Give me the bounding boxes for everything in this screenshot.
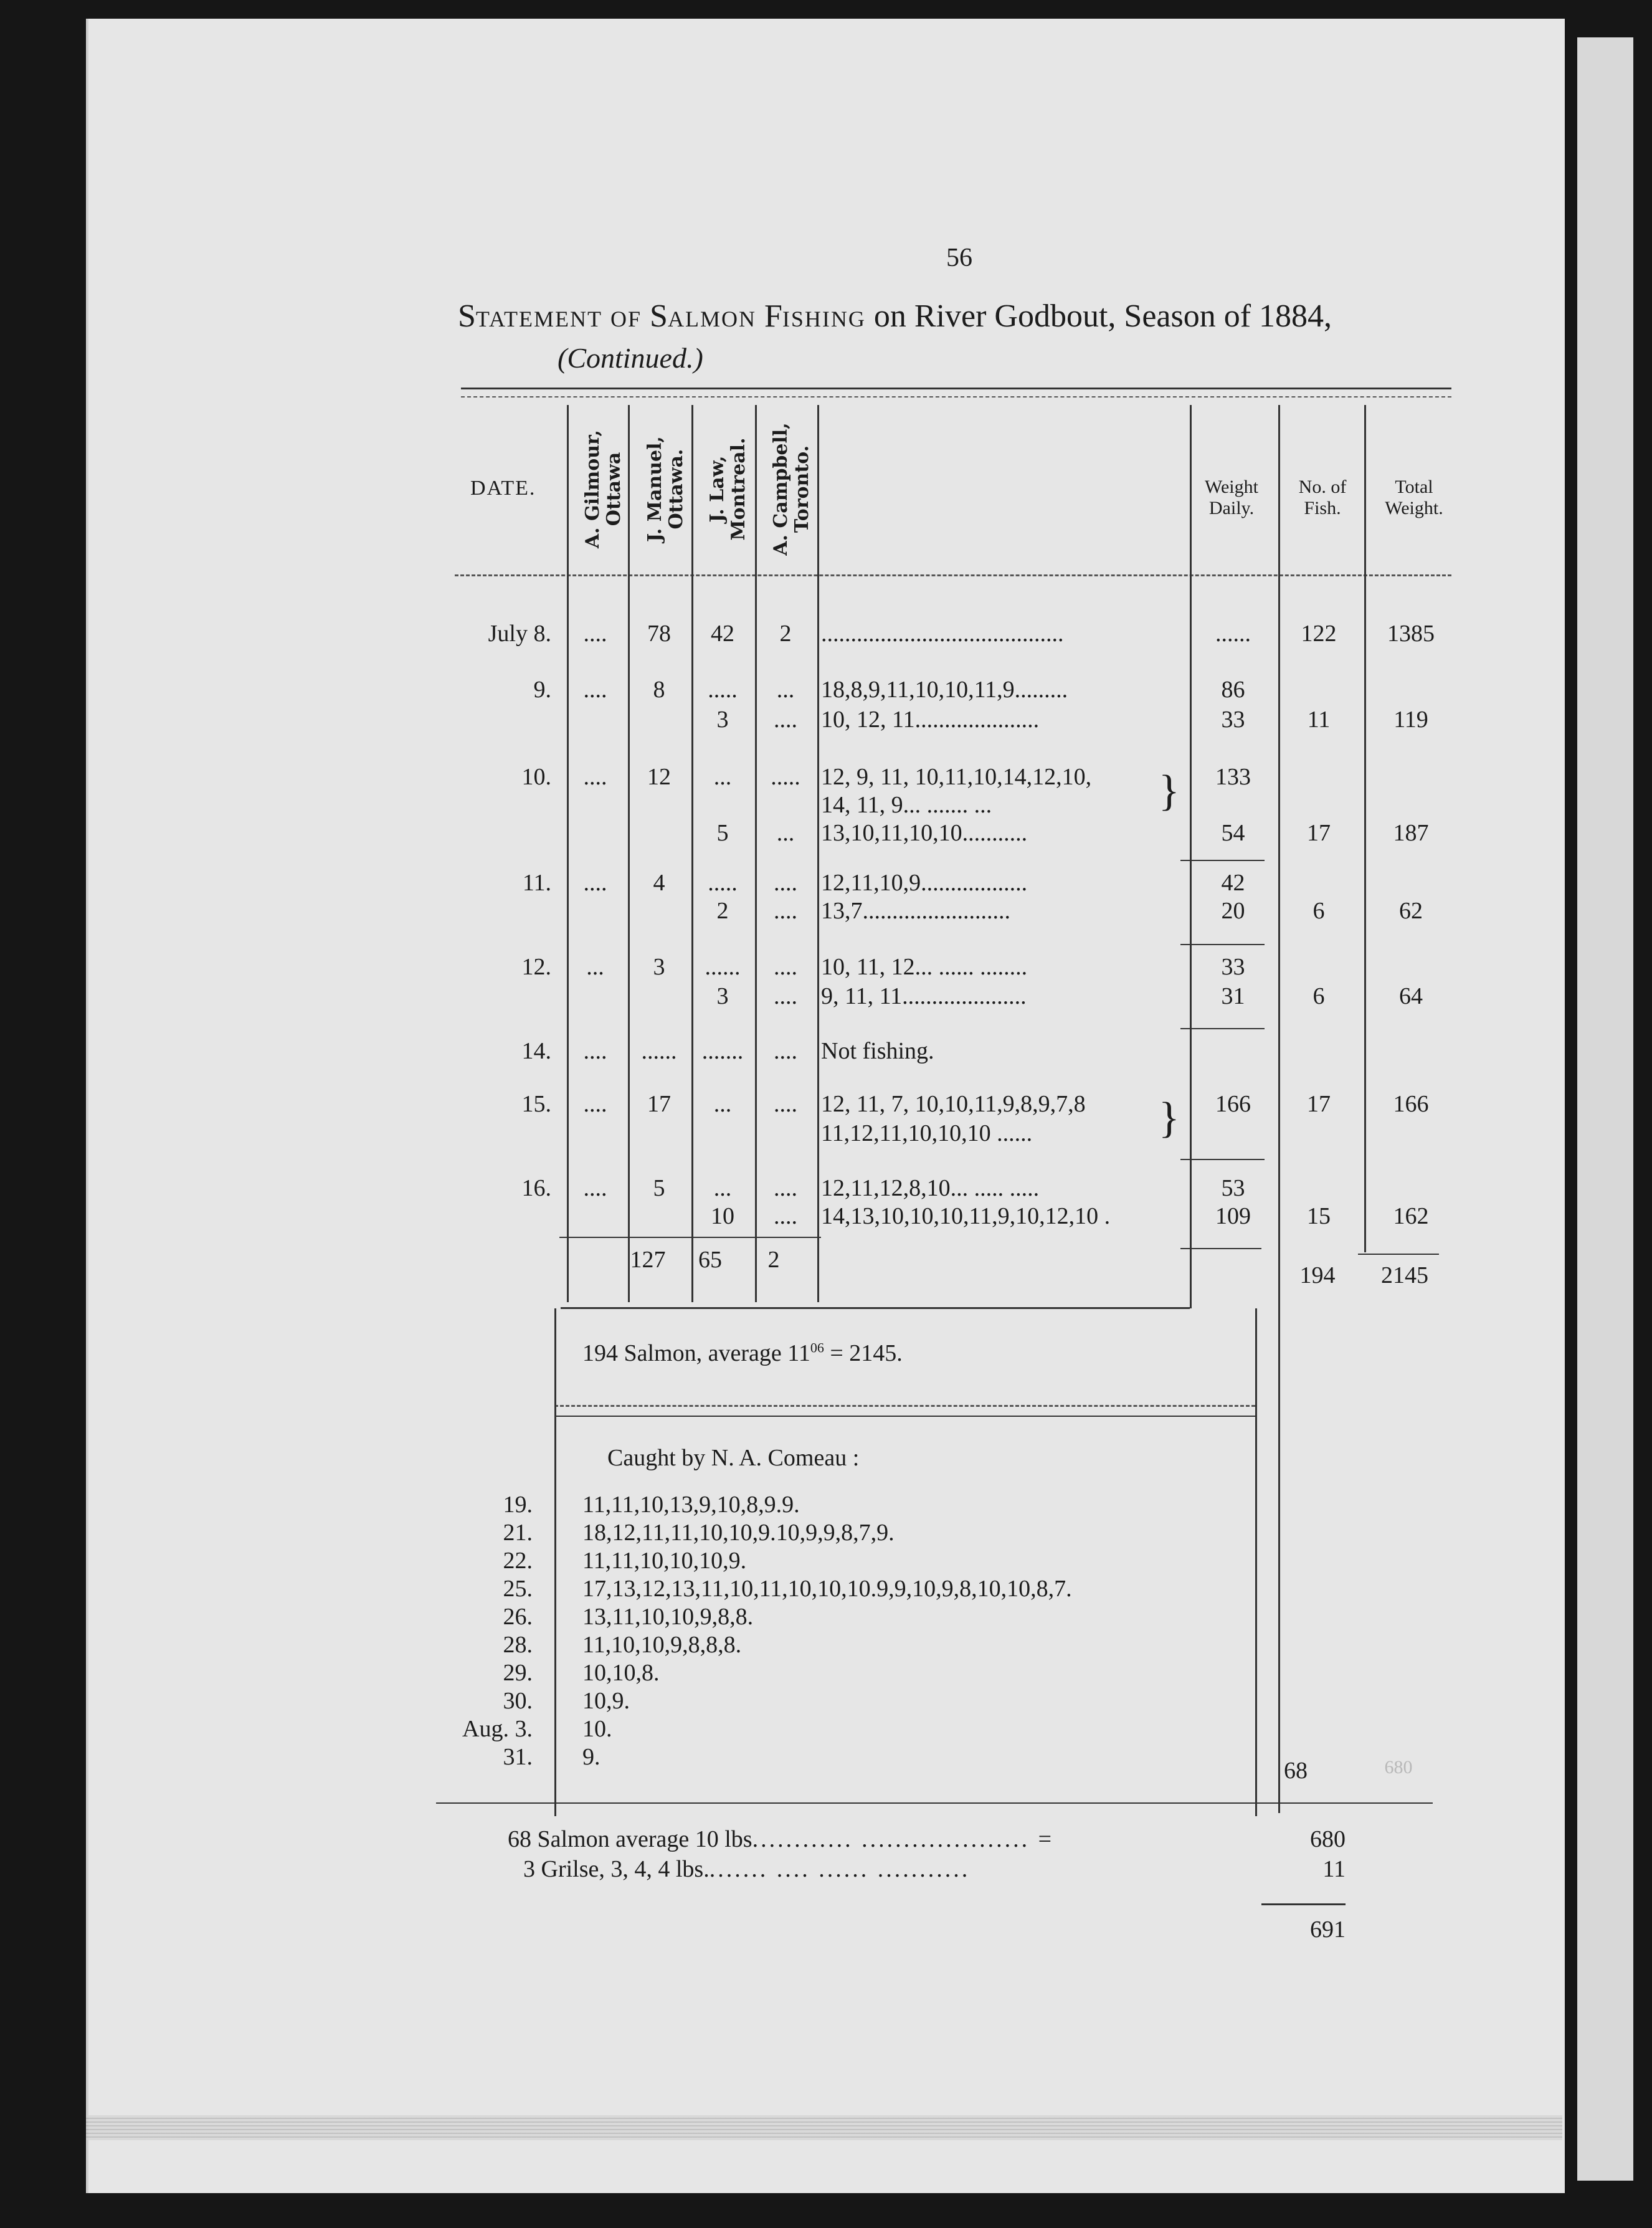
comeau-values: 18,12,11,11,10,10,9.10,9,9,8,7,9. — [582, 1520, 895, 1546]
cell-campbell: .... — [774, 898, 797, 924]
cell-law: ..... — [708, 677, 738, 703]
comeau-date: 29. — [503, 1660, 533, 1686]
weight-separator — [1180, 944, 1265, 945]
cell-detail: 10, 11, 12... ...... ........ — [821, 954, 1028, 980]
comeau-fish-total: 68 — [1284, 1758, 1308, 1784]
cell-date: 14. — [521, 1038, 551, 1064]
cell-law: 5 — [716, 820, 729, 846]
cell-detail: 13,10,11,10,10........... — [821, 820, 1028, 846]
col-rule-4 — [755, 405, 757, 1302]
total-manuel: 127 — [630, 1247, 666, 1273]
cell-detail: ......................................... — [821, 621, 1064, 647]
header-law: J. Law, Montreal. — [706, 437, 749, 541]
title-w3-initial: S — [650, 298, 668, 334]
cell-fish: 17 — [1307, 820, 1331, 846]
comeau-date: 26. — [503, 1604, 533, 1630]
cell-fish: 6 — [1313, 983, 1325, 1009]
cell-detail: 14, 11, 9... ....... ... — [821, 792, 992, 818]
cell-fish: 17 — [1307, 1091, 1331, 1117]
cell-campbell: ... — [776, 677, 795, 703]
cell-detail: 18,8,9,11,10,10,11,9......... — [821, 677, 1068, 703]
totals-rule-total — [1358, 1254, 1439, 1255]
cell-fish: 122 — [1301, 621, 1337, 647]
comeau-date: 22. — [503, 1548, 533, 1574]
total-campbell: 2 — [767, 1247, 780, 1273]
footer-line-1: 68 Salmon average 10 lbs............ .................... = — [508, 1826, 1055, 1852]
cell-manuel: 5 — [653, 1175, 665, 1201]
comeau-heading: Caught by N. A. Comeau : — [607, 1445, 860, 1471]
title-continued: (Continued.) — [558, 342, 703, 374]
comeau-values: 10,10,8. — [582, 1660, 660, 1686]
header-total-weight: Total Weight. — [1385, 477, 1443, 518]
cell-date: 11. — [522, 870, 551, 896]
cell-gilmour: ... — [586, 954, 604, 980]
header-weight-daily: Weight Daily. — [1205, 477, 1258, 518]
comeau-values: 9. — [582, 1744, 601, 1770]
cell-manuel: 8 — [653, 677, 665, 703]
comeau-values: 11,11,10,10,10,9. — [582, 1548, 747, 1574]
cell-fish: 11 — [1307, 707, 1331, 733]
cell-weight: ...... — [1215, 621, 1251, 647]
cell-detail: 12,11,12,8,10... ..... ..... — [821, 1175, 1040, 1201]
cell-total: 1385 — [1387, 621, 1435, 647]
cell-fish: 6 — [1313, 898, 1325, 924]
title-w1-initial: S — [458, 298, 476, 334]
cell-campbell: .... — [774, 870, 797, 896]
facing-page-edge — [1577, 37, 1633, 2181]
cell-total: 62 — [1399, 898, 1423, 924]
cell-weight: 31 — [1221, 983, 1245, 1009]
cell-law: ...... — [705, 954, 741, 980]
header-manuel: J. Manuel, Ottawa. — [644, 436, 687, 542]
comeau-weight-total: 680 — [1384, 1757, 1413, 1778]
title-w1-rest: TATEMENT — [475, 307, 603, 331]
cell-detail: 9, 11, 11..................... — [821, 983, 1027, 1009]
weight-separator — [1180, 860, 1265, 861]
cell-date: 16. — [521, 1175, 551, 1201]
comeau-values: 10,9. — [582, 1688, 630, 1714]
footer-line-2: 3 Grilse, 3, 4, 4 lbs........ .... ...... ........... — [523, 1856, 971, 1882]
total-weight: 2145 — [1381, 1262, 1428, 1288]
cell-gilmour: .... — [583, 1091, 607, 1117]
cell-campbell: ... — [776, 820, 795, 846]
cell-law: ... — [713, 764, 732, 790]
summary-rule-bottom-2 — [554, 1416, 1255, 1417]
cell-date: 12. — [521, 954, 551, 980]
header-date: DATE. — [470, 477, 536, 500]
col-rule-1 — [567, 405, 569, 1302]
cell-date: July 8. — [488, 621, 551, 647]
comeau-values: 10. — [582, 1716, 612, 1742]
cell-detail: 10, 12, 11..................... — [821, 707, 1040, 733]
cell-gilmour: .... — [583, 677, 607, 703]
cell-gilmour: .... — [583, 621, 607, 647]
cell-weight: 42 — [1221, 870, 1245, 896]
summary-rule-bottom — [554, 1405, 1255, 1407]
cell-gilmour: .... — [583, 764, 607, 790]
header-rule-bottom — [455, 574, 1451, 576]
cell-manuel: 12 — [647, 764, 671, 790]
title-w4-rest: ISHING — [782, 307, 866, 331]
page-title — [458, 298, 1332, 335]
cell-detail: 13,7......................... — [821, 898, 1010, 924]
cell-law: ... — [713, 1175, 732, 1201]
cell-campbell: .... — [774, 1091, 797, 1117]
brace-mark: } — [1159, 767, 1180, 815]
summary-line: 194 Salmon, average $11^{06} = 2145$. — [582, 1340, 903, 1366]
cell-manuel: ...... — [641, 1038, 677, 1064]
cell-weight: 33 — [1221, 954, 1245, 980]
cell-date: 10. — [521, 764, 551, 790]
col-rule-3 — [691, 405, 693, 1302]
total-law: 65 — [698, 1247, 722, 1273]
comeau-date: 31. — [503, 1744, 533, 1770]
brace-mark: } — [1159, 1094, 1180, 1142]
cell-total: 162 — [1393, 1203, 1429, 1229]
header-rule-top-2 — [461, 396, 1451, 398]
cell-campbell: .... — [774, 1203, 797, 1229]
header-gilmour: A. Gilmour, Ottawa — [582, 429, 625, 549]
comeau-values: 17,13,12,13,11,10,11,10,10,10.9,9,10,9,8,10,10,8,7. — [582, 1576, 1072, 1602]
totals-rule — [559, 1237, 821, 1238]
cell-campbell: .... — [774, 1038, 797, 1064]
cell-date: 15. — [521, 1091, 551, 1117]
title-w4-initial: F — [764, 298, 782, 334]
totals-rule-weight — [1180, 1248, 1261, 1249]
cell-detail: 14,13,10,10,10,11,9,10,12,10 . — [821, 1203, 1111, 1229]
comeau-values: 11,10,10,9,8,8,8. — [582, 1632, 742, 1658]
col-rule-5 — [817, 405, 819, 1302]
cell-campbell: .... — [774, 1175, 797, 1201]
comeau-date: Aug. 3. — [462, 1716, 533, 1742]
cell-weight: 33 — [1221, 707, 1245, 733]
cell-manuel: 17 — [647, 1091, 671, 1117]
footer-value-1: 680 — [1310, 1826, 1346, 1852]
header-no-of-fish: No. of Fish. — [1298, 477, 1347, 518]
cell-gilmour: .... — [583, 1175, 607, 1201]
comeau-date: 21. — [503, 1520, 533, 1546]
cell-law: 10 — [711, 1203, 734, 1229]
cell-fish: 15 — [1307, 1203, 1331, 1229]
cell-campbell: .... — [774, 707, 797, 733]
weight-separator — [1180, 1159, 1265, 1160]
summary-rule-top — [561, 1307, 1190, 1309]
col-rule-6 — [1190, 405, 1192, 1308]
header-rule-top — [461, 388, 1451, 389]
cell-detail: 12,11,10,9.................. — [821, 870, 1028, 896]
cell-detail: 12, 9, 11, 10,11,10,14,12,10, — [821, 764, 1092, 790]
cell-total: 119 — [1393, 707, 1428, 733]
cell-campbell: .... — [774, 954, 797, 980]
title-w3-rest: ALMON — [667, 307, 756, 331]
cell-detail: 12, 11, 7, 10,10,11,9,8,9,7,8 — [821, 1091, 1086, 1117]
cell-total: 166 — [1393, 1091, 1429, 1117]
cell-gilmour: .... — [583, 1038, 607, 1064]
footer-grand-total: 691 — [1310, 1916, 1346, 1943]
cell-detail: Not fishing. — [821, 1038, 934, 1064]
cell-law: ..... — [708, 870, 738, 896]
cell-date: 9. — [533, 677, 551, 703]
footer-value-2: 11 — [1322, 1856, 1346, 1882]
cell-campbell: ..... — [771, 764, 800, 790]
cell-law: 3 — [716, 707, 729, 733]
cell-detail: 11,12,11,10,10,10 ...... — [821, 1120, 1033, 1146]
comeau-values: 11,11,10,13,9,10,8,9.9. — [582, 1492, 800, 1518]
cell-law: ... — [713, 1091, 732, 1117]
cell-weight: 54 — [1221, 820, 1245, 846]
page-number: 56 — [946, 244, 972, 272]
cell-weight: 133 — [1215, 764, 1251, 790]
cell-manuel: 78 — [647, 621, 671, 647]
cell-manuel: 4 — [653, 870, 665, 896]
cell-weight: 86 — [1221, 677, 1245, 703]
cell-total: 64 — [1399, 983, 1423, 1009]
comeau-date: 19. — [503, 1492, 533, 1518]
cell-law: 42 — [711, 621, 734, 647]
col-rule-2 — [628, 405, 630, 1302]
comeau-date: 30. — [503, 1688, 533, 1714]
comeau-rule-left — [554, 1308, 556, 1816]
comeau-rule-right — [1255, 1308, 1257, 1816]
cell-law: ....... — [701, 1038, 744, 1064]
footer-rule — [436, 1802, 1433, 1804]
title-w2: OF — [610, 307, 642, 331]
weight-separator — [1180, 1028, 1265, 1029]
cell-law: 2 — [716, 898, 729, 924]
page-bottom-edges — [86, 2115, 1562, 2140]
cell-weight: 20 — [1221, 898, 1245, 924]
comeau-date: 25. — [503, 1576, 533, 1602]
cell-weight: 109 — [1215, 1203, 1251, 1229]
header-campbell: A. Campbell, Toronto. — [770, 422, 813, 556]
cell-weight: 53 — [1221, 1175, 1245, 1201]
cell-campbell: .... — [774, 983, 797, 1009]
title-tail: on River Godbout, Season of 1884, — [873, 298, 1332, 334]
cell-weight: 166 — [1215, 1091, 1251, 1117]
cell-manuel: 3 — [653, 954, 665, 980]
cell-gilmour: .... — [583, 870, 607, 896]
cell-total: 187 — [1393, 820, 1429, 846]
comeau-date: 28. — [503, 1632, 533, 1658]
comeau-values: 13,11,10,10,9,8,8. — [582, 1604, 754, 1630]
footer-sum-rule — [1261, 1903, 1346, 1905]
total-fish: 194 — [1299, 1262, 1336, 1288]
cell-law: 3 — [716, 983, 729, 1009]
cell-campbell: 2 — [779, 621, 792, 647]
